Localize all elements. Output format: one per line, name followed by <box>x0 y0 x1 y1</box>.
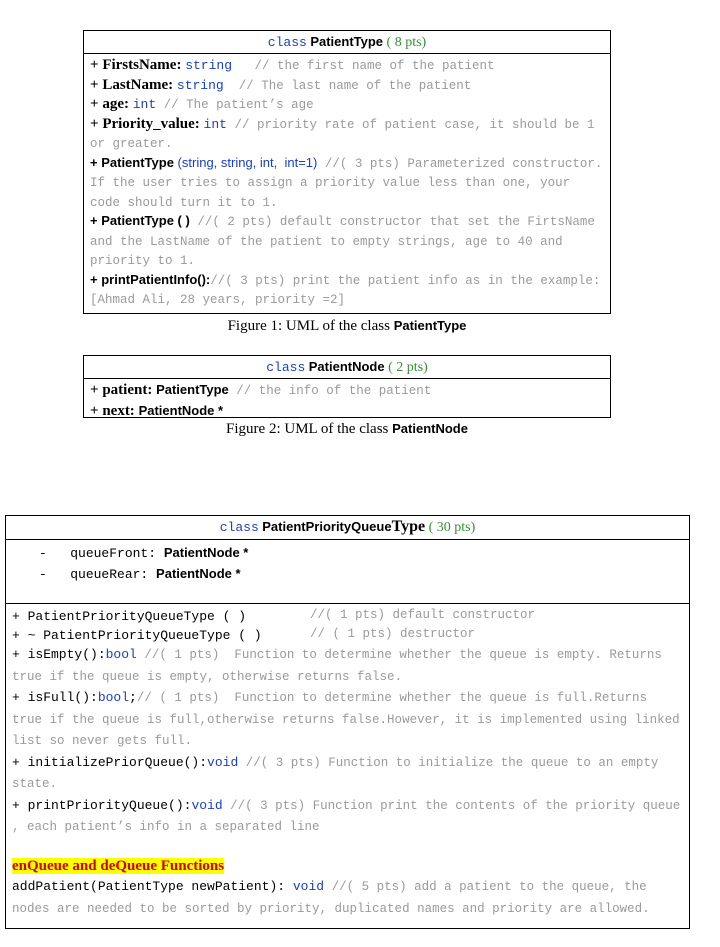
priority-queue-uml-box <box>5 515 690 929</box>
member-age: + age: int // The patient’s age <box>90 96 314 112</box>
member-next: + next: PatientNode * <box>90 403 224 419</box>
priority-queue-fields <box>6 540 689 604</box>
member-lastname: + LastName: string // The last name of the patient <box>90 76 472 93</box>
points: ( 30 pts) <box>428 520 476 535</box>
field-queue-rear: - queueRear: PatientNode * <box>39 566 241 582</box>
patient-node-uml-box <box>83 355 611 418</box>
section-enqueue-dequeue: enQueue and deQueue Functions <box>12 857 225 874</box>
patient-type-members <box>84 54 610 312</box>
print-patient-info: + printPatientInfo()://( 3 pts) print the patient info as in the example: [Ahmad Ali, 28 years, priority =2] <box>90 271 608 307</box>
patient-node-header <box>84 356 610 379</box>
patient-type-uml-box <box>83 30 611 314</box>
patient-node-members <box>84 379 610 422</box>
pq-is-full: + isFull():bool;// ( 1 pts) Function to determine whether the queue is full.Returns true if the queue is full,otherwise returns false.However, it is implemented using linked list so never gets full. <box>12 690 688 748</box>
pq-initialize: + initializePriorQueue():void //( 3 pts) Function to initialize the queue to an empty state. <box>12 754 666 791</box>
member-patient: + patient: PatientType // the info of the patient <box>90 382 432 398</box>
figure-2-caption: Figure 2: UML of the class PatientNode <box>226 421 468 437</box>
figure-1-caption: Figure 1: UML of the class PatientType <box>227 318 467 334</box>
priority-queue-header <box>6 516 689 540</box>
class-name: PatientPriorityQueueType <box>262 518 426 535</box>
class-keyword: class <box>267 35 307 50</box>
ctor-parameterized: + PatientType (string, string, int, int=1) //( 3 pts) Parameterized constructor. If the user tries to assign a priority value less than one, your code should turn it to 1. <box>90 154 610 210</box>
pq-ctor: + PatientPriorityQueueType ( ) //( 1 pts) default constructor <box>12 608 536 624</box>
class-keyword: class <box>266 360 306 375</box>
field-queue-front: - queueFront: PatientNode * <box>39 545 249 561</box>
member-priority: + Priority_value: int // priority rate of patient case, it should be 1 or greater. <box>90 115 603 151</box>
pq-print: + printPriorityQueue():void //( 3 pts) Function print the contents of the priority queue , each patient’s info in a separated line <box>12 797 688 834</box>
priority-queue-methods <box>6 604 689 921</box>
member-firstname: + FirstsName: string // the first name of the patient <box>90 57 495 73</box>
class-name: PatientNode <box>308 359 385 374</box>
patient-type-header <box>84 31 610 54</box>
pq-dtor: + ~ PatientPriorityQueueType ( ) // ( 1 pts) destructor <box>12 627 476 643</box>
class-name: PatientType <box>310 34 384 49</box>
points: ( 8 pts) <box>386 35 427 50</box>
pq-add-patient: addPatient(PatientType newPatient): void //( 5 pts) add a patient to the queue, the nodes are needed to be sorted by priority, duplicated names and priority are allowed. <box>12 879 655 916</box>
points: ( 2 pts) <box>388 360 428 375</box>
pq-is-empty: + isEmpty():bool //( 1 pts) Function to determine whether the queue is empty. Returns true if the queue is empty, otherwise returns false. <box>12 647 670 684</box>
ctor-default: + PatientType ( ) //( 2 pts) default constructor that set the FirtsName and the LastName of the patient to empty strings, age to 40 and priority to 1. <box>90 213 610 268</box>
class-keyword: class <box>219 520 259 535</box>
